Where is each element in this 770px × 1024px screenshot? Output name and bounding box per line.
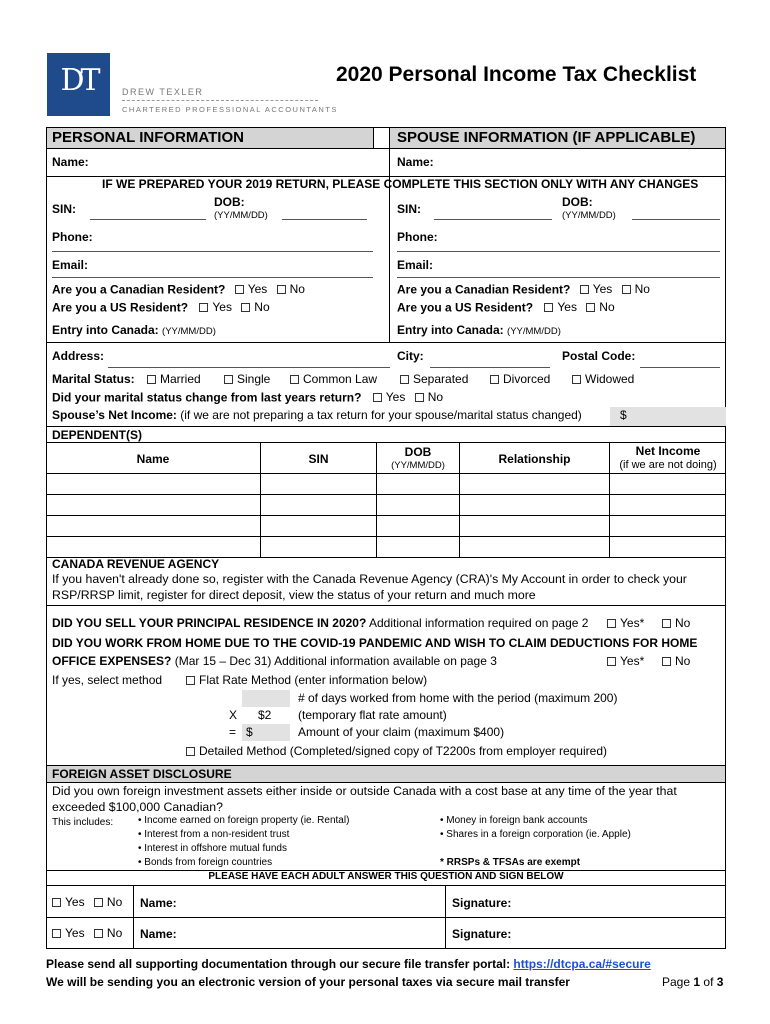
signer-2-no-option[interactable] <box>94 926 122 940</box>
personal-us-resident <box>52 300 270 315</box>
postal-label: Postal Code: <box>562 349 636 363</box>
firm-name: DREW TEXLER <box>122 87 204 97</box>
option-label: Single <box>237 372 271 386</box>
firm-logo <box>47 53 110 116</box>
checkbox-icon[interactable] <box>147 375 156 384</box>
marital-label: Marital Status: <box>52 372 135 386</box>
signer-2-signature-label: Signature: <box>452 927 512 941</box>
page-of: of <box>703 975 714 989</box>
list-item: • Shares in a foreign corporation (ie. Apple) <box>440 829 631 840</box>
marital-change-no-option[interactable] <box>415 390 443 404</box>
cra-heading: CANADA REVENUE AGENCY <box>52 557 220 571</box>
option-label: No <box>106 895 123 909</box>
personal-entry-format: (YY/MM/DD) <box>162 326 216 337</box>
signer-2-yes-option[interactable] <box>52 926 85 940</box>
personal-us-yes-option[interactable] <box>199 300 232 314</box>
checkbox-icon[interactable] <box>662 657 671 666</box>
divider <box>609 442 610 557</box>
checkbox-icon[interactable] <box>622 285 631 294</box>
table-row[interactable] <box>46 494 726 495</box>
dependents-col-income: Net Income <box>635 444 701 458</box>
marital-option-single[interactable] <box>224 372 270 386</box>
foreign-sign-note: PLEASE HAVE EACH ADULT ANSWER THIS QUESTION AND SIGN BELOW <box>208 871 564 882</box>
spouse-us-yes-option[interactable] <box>544 300 577 314</box>
spouse-dob-label: DOB: <box>562 195 593 209</box>
option-label: Widowed <box>585 372 635 386</box>
signer-1-name-label: Name: <box>140 896 177 910</box>
footer-electronic-text: We will be sending you an electronic version of your personal taxes via secure mail transfer <box>46 975 570 989</box>
page-total: 3 <box>716 975 724 989</box>
dependents-col-name: Name <box>136 452 170 466</box>
wfh-claim-label: Amount of your claim (maximum $400) <box>298 725 505 739</box>
firm-divider <box>122 100 318 101</box>
city-label: City: <box>397 349 424 363</box>
wfh-note: (Mar 15 – Dec 31) Additional information available on page 3 <box>174 654 497 668</box>
signer-2-name-label: Name: <box>140 927 177 941</box>
logo-monogram: DT <box>60 63 97 98</box>
option-label: Divorced <box>503 372 551 386</box>
personal-phone-input[interactable] <box>52 251 373 252</box>
dependents-heading: DEPENDENT(S) <box>52 428 143 442</box>
option-label: Yes <box>65 926 85 940</box>
list-item: • Interest in offshore mutual funds <box>138 843 287 854</box>
page-title: 2020 Personal Income Tax Checklist <box>336 63 697 86</box>
checkbox-icon[interactable] <box>186 676 195 685</box>
spouse-entry-format: (YY/MM/DD) <box>507 326 561 337</box>
checkbox-icon[interactable] <box>290 375 299 384</box>
spouse-dob-input[interactable] <box>632 219 720 220</box>
wfh-times-symbol: X <box>229 708 238 722</box>
option-label: Common Law <box>303 372 378 386</box>
spouse-email-input[interactable] <box>397 277 720 278</box>
personal-name-label: Name: <box>52 155 89 169</box>
option-label: Detailed Method (Completed/signed copy of T2200s from employer required) <box>199 744 607 758</box>
wfh-question-line-2: OFFICE EXPENSES? <box>52 654 172 668</box>
list-item-text: Bonds from foreign countries <box>144 857 273 868</box>
spouse-entry <box>397 323 561 337</box>
table-row[interactable] <box>46 473 726 474</box>
spouse-cdn-resident <box>397 282 650 297</box>
marital-option-married[interactable] <box>147 372 201 386</box>
checkbox-icon[interactable] <box>52 929 61 938</box>
marital-option-divorced[interactable] <box>490 372 550 386</box>
spouse-sin-input[interactable] <box>434 219 552 220</box>
table-row[interactable] <box>46 536 726 537</box>
divider <box>389 128 390 176</box>
divider <box>46 342 726 343</box>
spouse-sin-label: SIN: <box>397 202 421 216</box>
checkbox-icon[interactable] <box>400 375 409 384</box>
spouse-cdn-no-option[interactable] <box>622 282 650 296</box>
checkbox-icon[interactable] <box>94 898 103 907</box>
checkbox-icon[interactable] <box>662 619 671 628</box>
option-label: Yes* <box>620 616 645 630</box>
divider <box>260 442 261 557</box>
dependents-col-income-note: (if we are not doing) <box>619 459 717 471</box>
spouse-phone-label: Phone: <box>397 230 438 244</box>
divider <box>46 148 726 149</box>
personal-entry-label: Entry into Canada: <box>52 323 159 337</box>
divider <box>389 176 390 342</box>
option-label: Flat Rate Method (enter information below) <box>199 673 428 687</box>
wfh-rate-label: (temporary flat rate amount) <box>298 708 447 722</box>
wfh-days-label: # of days worked from home with the period (maximum 200) <box>298 691 618 705</box>
checkbox-icon[interactable] <box>224 375 233 384</box>
option-label: No <box>634 282 650 296</box>
spouse-us-resident <box>397 300 615 315</box>
list-item: • Income earned on foreign property (ie. Rental) <box>138 815 350 826</box>
signer-1-answer <box>52 895 122 910</box>
option-label: Yes <box>385 390 406 404</box>
checkbox-icon[interactable] <box>373 393 382 402</box>
personal-heading: PERSONAL INFORMATION <box>52 129 244 146</box>
personal-us-resident-label: Are you a US Resident? <box>52 300 189 315</box>
personal-cdn-no-option[interactable] <box>277 282 305 296</box>
list-item: • Interest from a non-resident trust <box>138 829 290 840</box>
wfh-claim-currency: $ <box>246 725 253 739</box>
signer-1-yes-option[interactable] <box>52 895 85 909</box>
divider <box>46 426 726 427</box>
checkbox-icon[interactable] <box>586 303 595 312</box>
checkbox-icon[interactable] <box>94 929 103 938</box>
personal-dob-label: DOB: <box>214 195 245 209</box>
divider <box>459 442 460 557</box>
list-item-text: Shares in a foreign corporation (ie. Apple) <box>446 829 631 840</box>
table-row[interactable] <box>46 515 726 516</box>
marital-option-widowed[interactable] <box>572 372 634 386</box>
marital-change-label: Did your marital status change from last years return? <box>52 390 362 405</box>
personal-cdn-resident <box>52 282 305 297</box>
wfh-select-label: If yes, select method <box>52 673 163 687</box>
personal-dob-input[interactable] <box>282 219 367 220</box>
footer-upload-row <box>46 957 651 971</box>
divider <box>46 885 726 886</box>
option-label: Yes <box>247 282 268 296</box>
dependents-col-dob-format: (YY/MM/DD) <box>391 460 445 471</box>
checkbox-icon[interactable] <box>490 375 499 384</box>
address-label: Address: <box>52 349 105 363</box>
spouse-cdn-yes-option[interactable] <box>580 282 613 296</box>
list-item-text: Money in foreign bank accounts <box>446 815 588 826</box>
option-label: Yes <box>557 300 577 314</box>
cra-line-1: If you haven't already done so, register with the Canada Revenue Agency (CRA)'s My Account in order to check your <box>52 572 687 586</box>
checkbox-icon[interactable] <box>572 375 581 384</box>
personal-us-no-option[interactable] <box>241 300 269 314</box>
personal-cdn-resident-label: Are you a Canadian Resident? <box>52 282 226 297</box>
page-current: 1 <box>693 975 701 989</box>
option-label: Yes <box>212 300 232 314</box>
list-item-text: Income earned on foreign property (ie. Rental) <box>144 815 350 826</box>
spouse-income-label: Spouse’s Net Income: <box>52 408 177 422</box>
option-label: Separated <box>413 372 469 386</box>
checkbox-icon[interactable] <box>607 619 616 628</box>
residence-question-row <box>52 616 588 630</box>
option-label: No <box>289 282 305 296</box>
checkbox-icon[interactable] <box>52 898 61 907</box>
option-label: Yes <box>65 895 85 909</box>
divider <box>376 442 377 557</box>
spouse-income-currency: $ <box>620 408 627 422</box>
divider <box>445 885 446 949</box>
cra-line-2: RSP/RRSP limit, register for direct deposit, view the status of your return and much more <box>52 588 536 602</box>
footer-upload-text: Please send all supporting documentation through our secure file transfer portal: <box>46 957 511 971</box>
divider <box>46 782 726 783</box>
foreign-line-2: exceeded $100,000 Canadian? <box>52 800 223 814</box>
spouse-income-input[interactable] <box>610 407 726 426</box>
residence-note: Additional information required on page 2 <box>368 616 589 630</box>
checkbox-icon[interactable] <box>186 747 195 756</box>
checkbox-icon[interactable] <box>415 393 424 402</box>
personal-entry <box>52 323 216 337</box>
checkbox-icon[interactable] <box>241 303 250 312</box>
foreign-line-1: Did you own foreign investment assets either inside or outside Canada with a cost base at any time of the year that <box>52 784 677 798</box>
foreign-includes-label: This includes: <box>52 817 114 828</box>
option-label: Yes* <box>620 654 645 668</box>
spouse-name-label: Name: <box>397 155 434 169</box>
list-item-text: Interest in offshore mutual funds <box>144 843 287 854</box>
signer-1-no-option[interactable] <box>94 895 122 909</box>
spouse-entry-label: Entry into Canada: <box>397 323 504 337</box>
personal-email-input[interactable] <box>52 277 373 278</box>
spouse-income <box>52 408 582 422</box>
residence-yes-option[interactable] <box>607 616 644 630</box>
personal-dob-format: (YY/MM/DD) <box>214 210 268 221</box>
wfh-flat-rate-option[interactable] <box>186 673 427 687</box>
divider <box>373 128 374 148</box>
option-label: No <box>675 616 691 630</box>
spouse-us-no-option[interactable] <box>586 300 614 314</box>
signer-2-answer <box>52 926 122 941</box>
list-item: • Money in foreign bank accounts <box>440 815 588 826</box>
wfh-question-line-1: DID YOU WORK FROM HOME DUE TO THE COVID-19 PANDEMIC AND WISH TO CLAIM DEDUCTIONS FOR HOME <box>52 636 698 650</box>
spouse-email-label: Email: <box>397 258 434 272</box>
spouse-cdn-resident-label: Are you a Canadian Resident? <box>397 282 571 297</box>
secure-portal-link[interactable]: https://dtcpa.ca/#secure <box>513 957 651 971</box>
checkbox-icon[interactable] <box>607 657 616 666</box>
wfh-days-input[interactable] <box>242 690 290 707</box>
personal-cdn-yes-option[interactable] <box>235 282 268 296</box>
spouse-heading: SPOUSE INFORMATION (IF APPLICABLE) <box>397 129 696 146</box>
marital-option-common-law[interactable] <box>290 372 377 386</box>
checkbox-icon[interactable] <box>199 303 208 312</box>
divider <box>133 885 134 949</box>
wfh-no-option[interactable] <box>662 654 690 668</box>
city-input[interactable] <box>430 367 550 368</box>
option-label: Yes <box>592 282 613 296</box>
spouse-phone-input[interactable] <box>397 251 720 252</box>
spouse-dob-format: (YY/MM/DD) <box>562 210 616 221</box>
page-prefix: Page <box>662 975 691 989</box>
list-item-text: Interest from a non-resident trust <box>144 829 290 840</box>
divider <box>46 765 726 766</box>
signer-1-signature-label: Signature: <box>452 896 512 910</box>
wfh-rate-value: $2 <box>258 708 272 722</box>
divider <box>46 917 726 918</box>
option-label: Married <box>160 372 201 386</box>
list-item: • Bonds from foreign countries <box>138 857 273 868</box>
wfh-question-row <box>52 654 497 668</box>
personal-phone-label: Phone: <box>52 230 93 244</box>
foreign-heading: FOREIGN ASSET DISCLOSURE <box>52 767 232 781</box>
checkbox-icon[interactable] <box>277 285 286 294</box>
address-input[interactable] <box>108 367 390 368</box>
firm-subtitle: CHARTERED PROFESSIONAL ACCOUNTANTS <box>122 105 338 114</box>
wfh-detailed-option[interactable] <box>186 744 607 758</box>
personal-email-label: Email: <box>52 258 89 272</box>
wfh-yes-option[interactable] <box>607 654 644 668</box>
wfh-equals-symbol: = <box>229 725 237 739</box>
dependents-col-sin: SIN <box>308 452 329 466</box>
option-label: No <box>675 654 691 668</box>
option-label: No <box>427 390 444 404</box>
option-label: No <box>254 300 270 314</box>
page-number <box>662 975 723 989</box>
personal-sin-label: SIN: <box>52 202 76 216</box>
prepared-note: IF WE PREPARED YOUR 2019 RETURN, PLEASE COMPLETE THIS SECTION ONLY WITH ANY CHANGES <box>102 177 699 191</box>
checkbox-icon[interactable] <box>544 303 553 312</box>
marital-change-yes-option[interactable] <box>373 390 406 404</box>
spouse-income-note: (if we are not preparing a tax return for your spouse/marital status changed) <box>180 408 582 422</box>
marital-change <box>52 390 443 405</box>
dependents-col-relationship: Relationship <box>498 452 571 466</box>
postal-input[interactable] <box>640 367 720 368</box>
checkbox-icon[interactable] <box>580 285 589 294</box>
residence-question: DID YOU SELL YOUR PRINCIPAL RESIDENCE IN 2020? <box>52 616 367 630</box>
personal-sin-input[interactable] <box>90 219 206 220</box>
checkbox-icon[interactable] <box>235 285 244 294</box>
dependents-col-dob: DOB <box>404 445 432 459</box>
spouse-us-resident-label: Are you a US Resident? <box>397 300 534 315</box>
marital-option-separated[interactable] <box>400 372 468 386</box>
option-label: No <box>106 926 123 940</box>
residence-no-option[interactable] <box>662 616 690 630</box>
option-label: No <box>599 300 615 314</box>
divider <box>46 442 726 443</box>
foreign-exempt-note: * RRSPs & TFSAs are exempt <box>440 857 581 868</box>
divider <box>46 605 726 606</box>
